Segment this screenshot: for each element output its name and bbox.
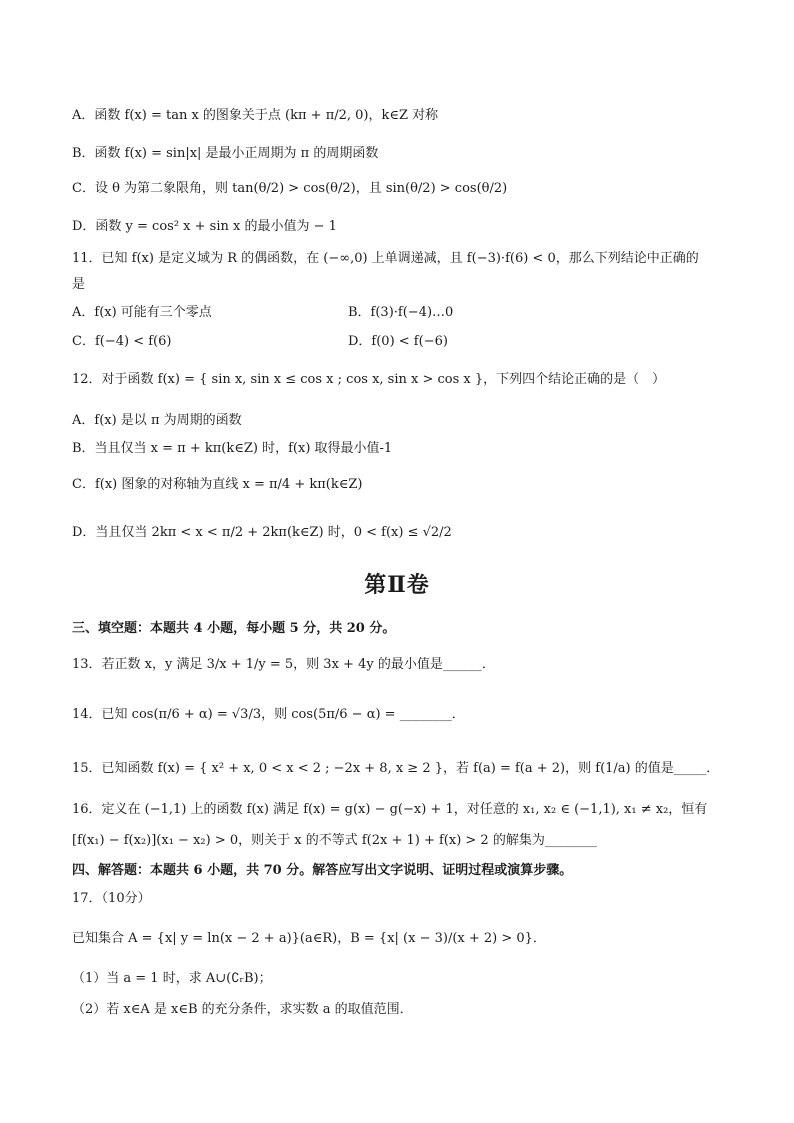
section-title: 第Ⅱ卷: [364, 572, 430, 598]
q13: 13．若正数 x，y 满足 3/x + 1/y = 5，则 3x + 4y 的最小值是______．: [72, 657, 495, 672]
q11-option-d: D．f(0) < f(−6): [348, 334, 448, 349]
q12-option-c: C．f(x) 图象的对称轴为直线 x = π/4 + kπ(k∈Z): [72, 477, 363, 492]
q11-stem-cont: 是: [72, 277, 86, 292]
q17-part2: （2）若 x∈A 是 x∈B 的充分条件，求实数 a 的取值范围．: [72, 1002, 413, 1017]
part3-header: 三、填空题：本题共 4 小题，每小题 5 分，共 20 分。: [72, 621, 396, 636]
q12-option-b: B．当且仅当 x = π + kπ(k∈Z) 时，f(x) 取得最小值-1: [72, 441, 393, 456]
q14: 14．已知 cos(π/6 + α) = √3/3，则 cos(5π/6 − α) = ________．: [72, 707, 465, 722]
part4-header: 四、解答题：本题共 6 小题，共 70 分。解答应写出文字说明、证明过程或演算步骤。: [72, 863, 573, 878]
q10-option-b: B．函数 f(x) = sin|x| 是最小正周期为 π 的周期函数: [72, 146, 379, 161]
q10-option-c: C．设 θ 为第二象限角，则 tan(θ/2) > cos(θ/2)，且 sin(θ/2) > cos(θ/2): [72, 181, 508, 196]
q17-title: 17．（10分）: [72, 891, 151, 906]
q16-line1: 16．定义在 (−1,1) 上的函数 f(x) 满足 f(x) = g(x) − g(−x) + 1，对任意的 x₁, x₂ ∈ (−1,1), x₁ ≠ x₂，恒有: [72, 802, 708, 817]
q12-option-a: A．f(x) 是以 π 为周期的函数: [72, 413, 242, 428]
q17-set-def: 已知集合 A = {x| y = ln(x − 2 + a)}(a∈R)，B = {x| (x − 3)/(x + 2) > 0}．: [72, 931, 546, 946]
q12-option-d: D．当且仅当 2kπ < x < π/2 + 2kπ(k∈Z) 时，0 < f(x) ≤ √2/2: [72, 525, 452, 540]
q11-option-a: A．f(x) 可能有三个零点: [72, 305, 212, 320]
q12-stem: 12．对于函数 f(x) = { sin x, sin x ≤ cos x ; cos x, sin x > cos x }，下列四个结论正确的是（ ）: [72, 372, 666, 387]
q11-option-b: B．f(3)·f(−4)…0: [348, 305, 454, 320]
q10-option-d: D．函数 y = cos² x + sin x 的最小值为 − 1: [72, 219, 337, 234]
q11-stem: 11．已知 f(x) 是定义域为 R 的偶函数，在 (−∞,0) 上单调递减，且 f(−3)·f(6) < 0，那么下列结论中正确的: [72, 251, 699, 266]
q10-option-a: A．函数 f(x) = tan x 的图象关于点 (kπ + π/2, 0)，k∈Z 对称: [72, 108, 439, 123]
q16-line2: [f(x₁) − f(x₂)](x₁ − x₂) > 0，则关于 x 的不等式 f(2x + 1) + f(x) > 2 的解集为________: [72, 833, 597, 848]
q11-option-c: C．f(−4) < f(6): [72, 334, 172, 349]
q17-part1: （1）当 a = 1 时，求 A∪(∁ᵣB)；: [72, 971, 272, 986]
q15: 15．已知函数 f(x) = { x² + x, 0 < x < 2 ; −2x + 8, x ≥ 2 }，若 f(a) = f(a + 2)，则 f(1/a) 的值是_____．: [72, 761, 720, 776]
